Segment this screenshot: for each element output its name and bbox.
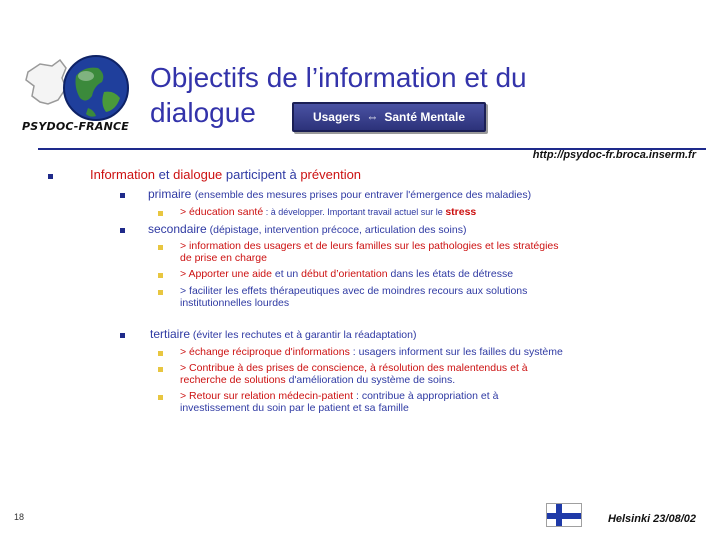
tertiaire-sub2: > Contribue à des prises de conscience, à résolution des malentendus et à recherche de solutions d'amélioration du système de soins.: [158, 362, 528, 386]
tertiaire-sub3: > Retour sur relation médecin-patient : contribue à appropriation et à investissement du soin par le patient et sa famille: [158, 390, 498, 414]
secondaire-sub1: > information des usagers et de leurs familles sur les pathologies et les stratégies de prise en charge: [158, 240, 559, 264]
site-url[interactable]: http://psydoc-fr.broca.inserm.fr: [532, 149, 696, 161]
square-bullet-icon: [120, 333, 125, 338]
finland-flag-icon: [546, 503, 582, 527]
secondaire-row: [120, 222, 466, 236]
main-bullet-text: Information et dialogue participent à prévention: [90, 167, 362, 182]
page-number: 18: [14, 512, 25, 522]
secondaire-sub2: > Apporter une aide et un début d’orientation dans les états de détresse: [158, 268, 513, 280]
tertiaire-sub1: > échange réciproque d'informations : usagers informent sur les failles du système: [158, 346, 563, 358]
square-bullet-icon: [120, 193, 125, 198]
badge-left: Usagers: [312, 110, 361, 124]
tertiaire-text: tertiaire (éviter les rechutes et à garantir la réadaptation): [150, 327, 417, 341]
square-bullet-icon: [158, 290, 163, 295]
square-bullet-icon: [158, 351, 163, 356]
square-bullet-icon: [158, 211, 163, 216]
footer-date: Helsinki 23/08/02: [607, 513, 696, 525]
main-bullet-row: [48, 167, 361, 182]
square-bullet-icon: [120, 228, 125, 233]
primaire-text: primaire (ensemble des mesures prises pour entraver l'émergence des maladies): [148, 187, 532, 201]
square-bullet-icon: [158, 273, 163, 278]
primaire-row: [120, 187, 531, 201]
square-bullet-icon: [158, 395, 163, 400]
tertiaire-row: [120, 327, 416, 341]
secondaire-text: secondaire (dépistage, intervention précoce, articulation des soins): [148, 222, 467, 236]
double-arrow-icon: ⇔: [366, 110, 379, 124]
logo-text: PSYDOC-FRANCE: [22, 120, 129, 133]
primaire-sub1: > éducation santé : à développer. Important travail actuel sur le stress: [158, 206, 476, 218]
square-bullet-icon: [158, 245, 163, 250]
square-bullet-icon: [158, 367, 163, 372]
slide-title-line1: Objectifs de l’information et du: [150, 62, 527, 93]
square-bullet-icon: [48, 174, 53, 179]
secondaire-sub3: > faciliter les effets thérapeutiques avec de moindres recours aux solutions institutionnelles lourdes: [158, 285, 527, 309]
badge-right: Santé Mentale: [384, 110, 466, 124]
slide-title-line2: dialogue: [150, 97, 256, 128]
